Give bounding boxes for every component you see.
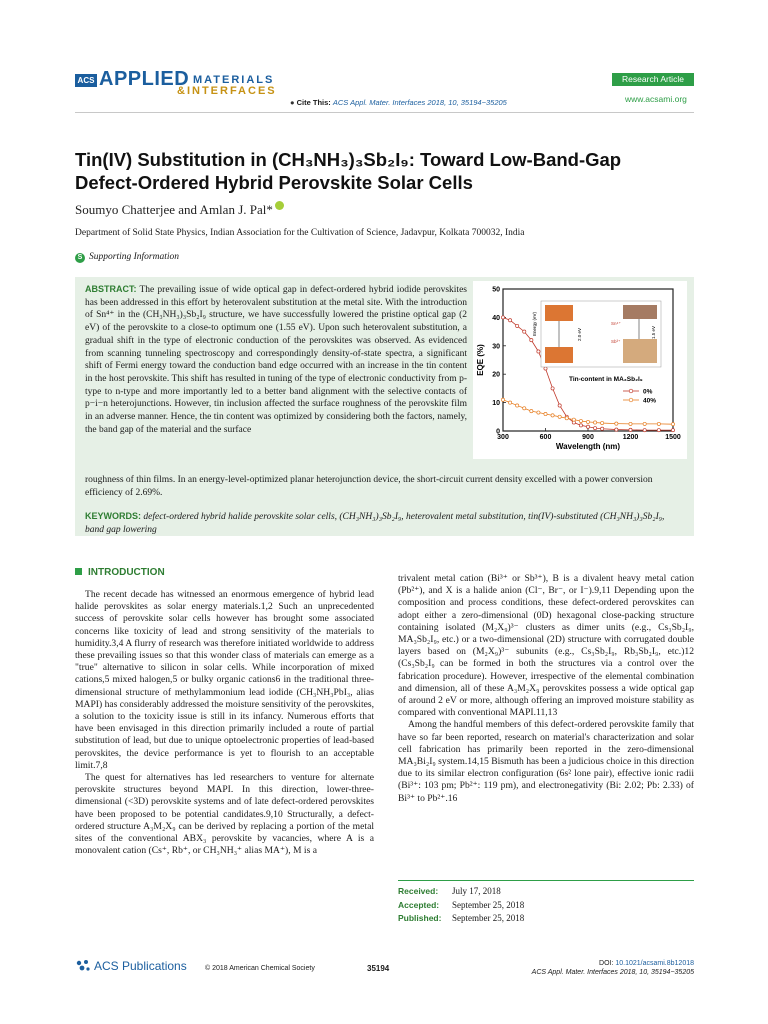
y-tick-label: 0 (496, 428, 500, 436)
paragraph: Among the handful members of this defect-ordered perovskite family that have so far been reported, research on material's characterization and solar cell fabrication has primarily been reported in the zero-dimensional MA₃Bi₂I₉ system.14,15 Bismuth has been a judicious choice in this direction due to its similar electron configuration (6s² lone pair), effective ionic radii (Bi³⁺: 103 pm; Pb²⁺: 119 pm), and electronegativity (Bi: 2.02; Pb: 2.33) of Bi³⁺ to Pb²⁺.16 (398, 719, 694, 804)
y-axis-label: EQE (%) (476, 344, 485, 376)
data-point (508, 401, 511, 404)
data-point (537, 350, 540, 353)
date-published: Published: September 25, 2018 (398, 913, 525, 923)
date-received: Received: July 17, 2018 (398, 886, 501, 896)
logo-applied: APPLIED (99, 68, 190, 90)
author-names: Soumyo Chatterjee and Amlan J. Pal* (75, 202, 273, 217)
journal-url[interactable]: www.acsami.org (625, 94, 687, 104)
journal-logo (75, 68, 285, 102)
legend-swatch-marker (629, 398, 633, 402)
inset-band-sn-upper (623, 305, 657, 319)
data-point (530, 339, 533, 342)
column-left (75, 589, 374, 857)
data-point (586, 425, 589, 428)
inset-band-lower (545, 347, 573, 363)
y-tick-label: 30 (492, 343, 500, 351)
logo-materials: MATERIALS (193, 74, 275, 86)
cite-label: Cite This: (296, 98, 331, 107)
data-point (615, 428, 618, 431)
supporting-info-label: Supporting Information (89, 252, 179, 262)
data-point (523, 407, 526, 410)
keywords-label: KEYWORDS: (85, 511, 141, 521)
data-point (643, 422, 646, 425)
doi-block (532, 959, 694, 977)
cite-this[interactable] (290, 98, 507, 107)
title-line-2: Defect-Ordered Hybrid Perovskite Solar Cells (75, 172, 473, 193)
data-point (586, 420, 589, 423)
intro-heading-text: INTRODUCTION (88, 567, 165, 578)
doi-label: DOI: (599, 960, 614, 967)
x-tick-label: 1200 (622, 434, 639, 441)
paragraph: The quest for alternatives has led researchers to venture for alternate perovskite structures beyond MAPI. In this direction, lower-three-dimensional (<3D) perovskite systems and of late defect-ordered perovskites have been proposed to be potential candidates.9,10 Structurally, a defect-ordered structure A₃M₂X₉ can be derived by replacing a portion of the metal sites of the conventional ABX₃ perovskite by vacancies, where A is a monovalent cation (Cs⁺, Rb⁺, or CH₃NH₃⁺ alias MA⁺), M is a (75, 772, 374, 857)
data-point (593, 421, 596, 424)
inset-sb-label: Sb³⁺ (611, 339, 621, 344)
inset-band-upper (545, 305, 573, 321)
journal-reference: ACS Appl. Mater. Interfaces 2018, 10, 35194−35205 (531, 969, 694, 976)
data-point (508, 319, 511, 322)
data-point (593, 427, 596, 430)
header-divider (75, 112, 694, 113)
legend-entry: 40% (643, 397, 657, 405)
y-tick-label: 50 (492, 286, 500, 294)
affiliation: Department of Solid State Physics, Indian Association for the Cultivation of Science, Jadavpur, Kolkata 700032, India (75, 228, 525, 238)
inset-gap-label-2ev: 2.0 eV (577, 327, 582, 341)
logo-interfaces: &INTERFACES (177, 85, 277, 97)
data-point (565, 417, 568, 420)
abstract-text: The prevailing issue of wide optical gap in defect-ordered hybrid iodide perovskites has been addressed in this effort by heterovalent substitution at the metal site. With the introduction of Sn⁴⁺ in the (CH₃NH₃)₃Sb₂I₉ structure, we have successfully lowered the pristine optical gap (2 eV) of the perovskite to a close-to optimum one (1.55 eV). Upon such heterovalent substitution, a gradual shift in the type of electronic conduction of the perovskites was observed. As evidenced from scanning tunneling spectroscopy and correspondingly density-of-state spectra, a significant shift of Fermi energy toward the conduction band edge occurred with an increase in the tin content in the host perovskite. This shift has resulted in tuning of the type of electronic conductivity from p-type to n-type and more importantly led to a better band alignment with the selective contacts of p−i−n heterojunctions. However, tin inclusion affected the surface roughness of the perovskite film in an adverse manner. Hence, the tin content was optimized by considering both the factors, namely, the band gap of the material and the surface (85, 285, 467, 435)
data-point (501, 316, 504, 319)
supporting-info-link[interactable] (75, 252, 179, 263)
data-point (671, 423, 674, 426)
data-point (523, 330, 526, 333)
authors (75, 201, 284, 218)
data-point (601, 427, 604, 430)
inset-band-sn-lower (623, 339, 657, 363)
eqe-chart (473, 281, 687, 459)
section-heading-introduction (75, 567, 165, 578)
data-point (551, 387, 554, 390)
data-point (544, 412, 547, 415)
inset-sn-label: Sn⁴⁺ (611, 321, 621, 326)
x-tick-label: 300 (497, 434, 509, 441)
x-tick-label: 600 (539, 434, 552, 441)
inset-energy-label: Energy (eV) (532, 311, 537, 336)
data-point (579, 424, 582, 427)
acs-logo: ACS (75, 74, 97, 87)
legend-title: Tin-content in MA₃Sb₂I₉ (569, 376, 643, 383)
page-number: 35194 (367, 964, 390, 973)
x-axis-label: Wavelength (nm) (555, 442, 621, 451)
paragraph: trivalent metal cation (Bi³⁺ or Sb³⁺), B is a divalent heavy metal cation (Pb²⁺), and X is a halide anion (Cl⁻, Br⁻, or I⁻).9,11 Depending upon the composition and process conditions, these defect-ordered perovskites can adopt either a zero-dimensional (0D) hexagonal close-packing structure containing isolated (M₂X₉)³⁻ clusters as dimer units (e.g., Cs₃Sb₂I₉, MA₃Sb₂I₉, etc.) or a two-dimensional (2D) structure with corrugated double layers based on (M₂X₉)³⁻ subunits (e.g., Cs₃Sb₂I₉, Rb₃Sb₂I₉, etc.)12 (Cs₃Sb₂I₉ can be formed in both the structures via a control over the fabrication procedure). However, irrespective of the elemental combination and dimension, all of these A₃M₂X₉ perovskites possess a wide optical gap of around 2 eV or more, although offering an improved moisture stability as compared with conventional MAPI.11,13 (398, 573, 694, 719)
keywords-text: defect-ordered hybrid halide perovskite solar cells, (CH₃NH₃)₃Sb₂I₉, heterovalent metal substitution, tin(IV)-substituted (CH₃NH₃)₃Sb₂I₉, band gap lowering (85, 512, 665, 535)
data-point (516, 324, 519, 327)
x-tick-label: 1500 (665, 434, 681, 441)
data-point (501, 398, 504, 401)
data-point (572, 418, 575, 421)
data-point (558, 415, 561, 418)
data-point (643, 429, 646, 432)
column-right (398, 573, 694, 805)
inset-gap-label-1-5ev: 1.5 eV (651, 325, 656, 339)
data-point (601, 421, 604, 424)
data-point (671, 429, 674, 432)
legend-swatch-marker (629, 389, 633, 393)
abstract-tail: roughness of thin films. In an energy-level-optimized planar heterojunction device, the short-circuit current density excelled with a power conversion efficiency of 2.69%. (85, 475, 653, 498)
publisher-name: ACS Publications (94, 959, 187, 973)
chart-inset (532, 301, 661, 367)
data-point (615, 422, 618, 425)
chart-legend (569, 376, 656, 405)
section-marker-icon (75, 568, 82, 575)
page-footer (75, 955, 694, 985)
acs-publications-icon (75, 959, 91, 973)
y-tick-label: 20 (492, 371, 500, 379)
article-type-badge: Research Article (612, 73, 694, 86)
paragraph: The recent decade has witnessed an enormous emergence of hybrid lead halide perovskites as solar energy materials.1,2 Such an unprecedented success of perovskite solar cells however has brought some associated concerns like toxicity of lead and strong sensitivity of the materials to humidity.3,4 A flurry of research was therefore initiated worldwide to address these prevailing issues so that this wonder class of materials can emerge as a "true" alternative to silicon in solar cells. While incorporation of mixed cations,5 mixed halogen,5 or bulky organic cations6 in the traditional three-dimensional structure of methylammonium lead iodide (CH₃NH₃PbI₃, alias MAPI) has considerably addressed the moisture sensitivity of the perovskites, a solution to the toxicity issue is still in its infancy. Numerous efforts that have been envisaged in this direction primarily included a route of partial substitution of lead, but due to unique optoelectronic properties of lead-based perovskites, the device performance is yet to flourish to an acceptable limit.7,8 (75, 589, 374, 771)
article-title (75, 148, 694, 194)
y-tick-label: 40 (492, 314, 500, 322)
article-dates (398, 880, 694, 926)
data-point (657, 422, 660, 425)
data-point (544, 367, 547, 370)
abstract-body (85, 283, 467, 436)
orcid-icon[interactable] (275, 201, 284, 210)
data-point (579, 419, 582, 422)
date-accepted: Accepted: September 25, 2018 (398, 899, 525, 910)
x-tick-label: 900 (582, 434, 594, 441)
data-point (551, 414, 554, 417)
abstract-label: ABSTRACT: (85, 284, 137, 294)
data-point (657, 429, 660, 432)
data-point (558, 404, 561, 407)
data-point (530, 410, 533, 413)
cite-journal[interactable]: ACS Appl. Mater. Interfaces (332, 98, 426, 107)
cite-icon: ● (290, 98, 295, 107)
data-point (629, 428, 632, 431)
data-point (629, 422, 632, 425)
data-point (537, 411, 540, 414)
keywords (85, 510, 685, 536)
cite-volume[interactable]: 2018, 10, 35194−35205 (427, 98, 507, 107)
acs-publications-logo[interactable] (75, 959, 187, 973)
legend-entry: 0% (643, 388, 653, 396)
data-point (516, 404, 519, 407)
copyright: © 2018 American Chemical Society (205, 965, 315, 972)
supporting-info-icon: S (75, 253, 85, 263)
doi-link[interactable]: 10.1021/acsami.8b12018 (615, 960, 694, 967)
y-tick-label: 10 (492, 400, 500, 408)
title-line-1: Tin(IV) Substitution in (CH₃NH₃)₃Sb₂I₉: Toward Low-Band-Gap (75, 149, 622, 170)
